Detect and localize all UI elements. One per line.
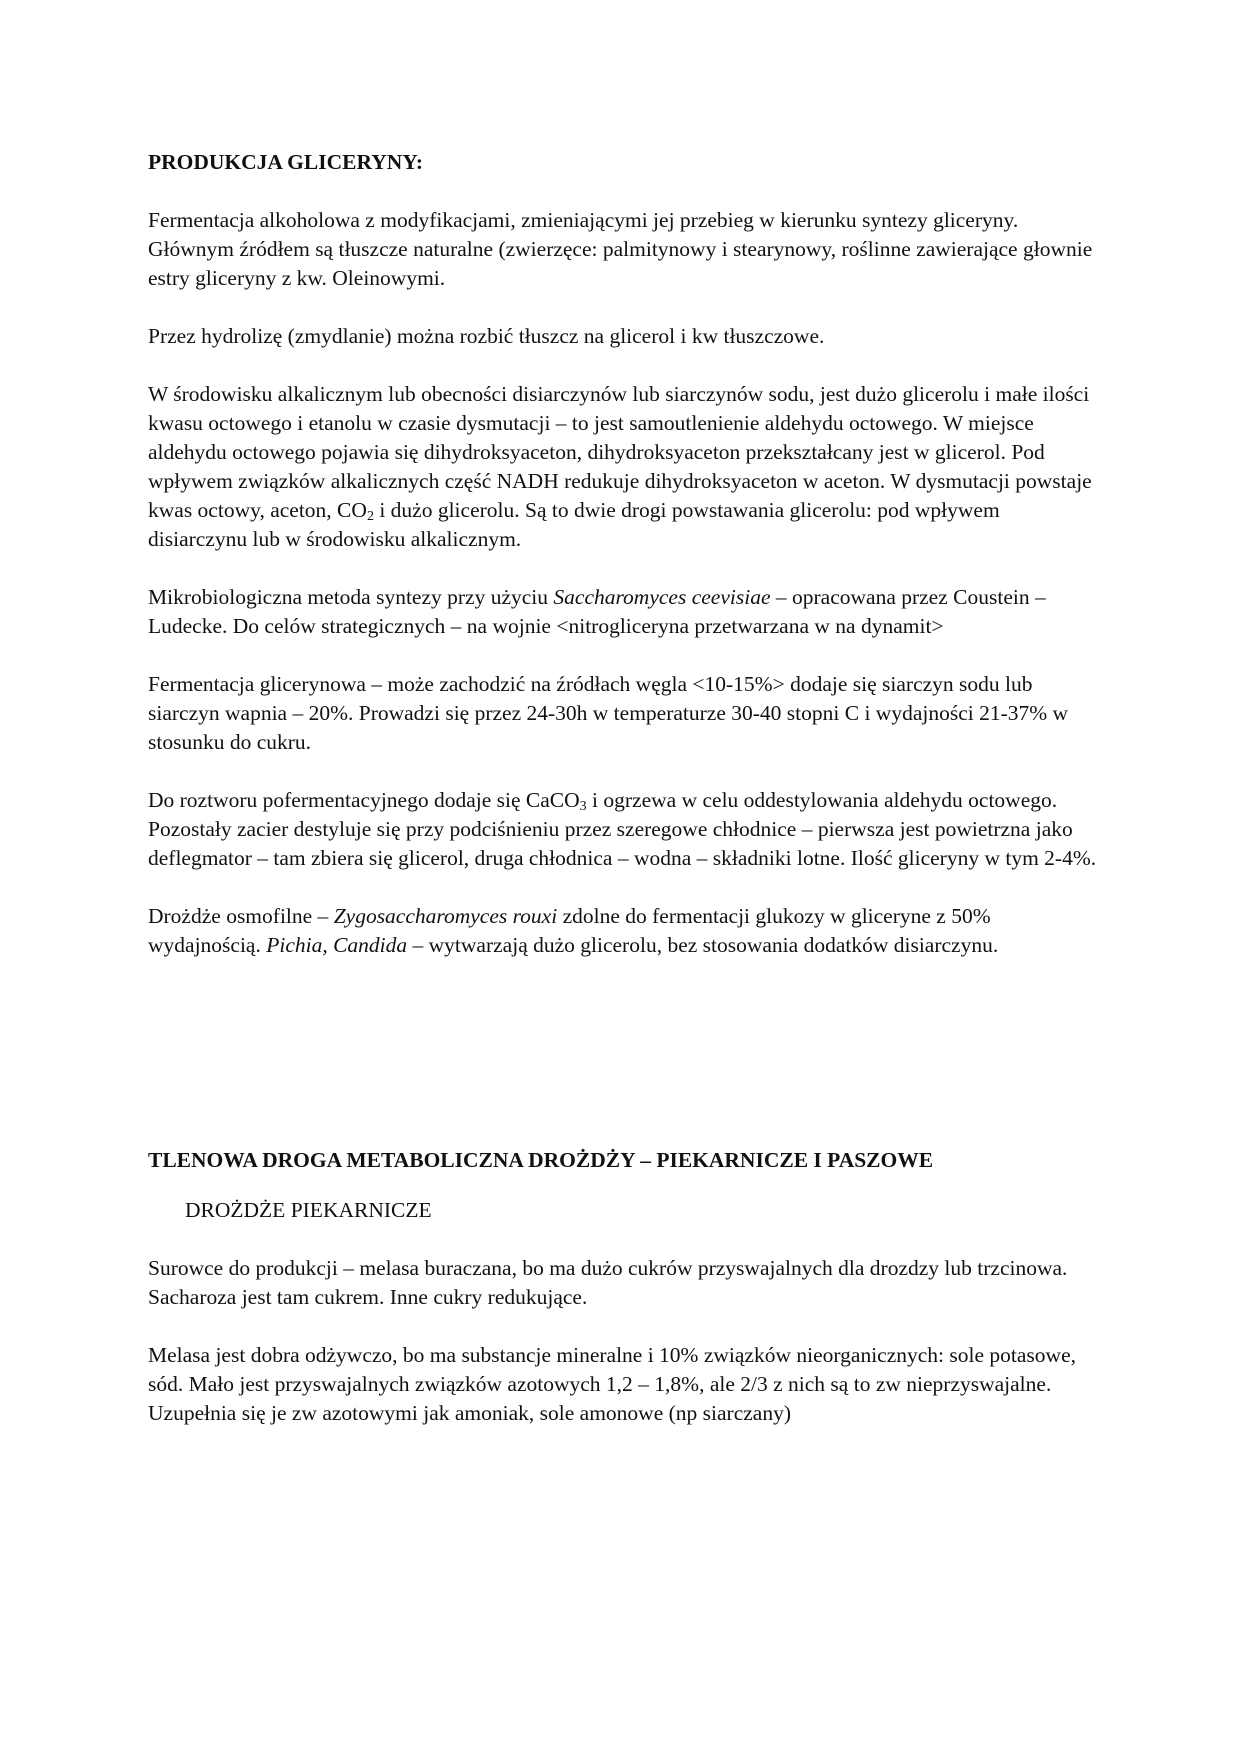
paragraph-surowce: Surowce do produkcji – melasa buraczana, bo ma dużo cukrów przyswajalnych dla drozdzy lub trzcinowa. Sacharoza jest tam cukrem. Inne cukry redukujące. xyxy=(148,1256,1068,1309)
document-page xyxy=(148,148,1098,1428)
text-run: i dużo glicerolu. Są to dwie drogi powstawania glicerolu: pod wpływem disiarczynu lub w środowisku alkalicznym. xyxy=(148,498,1000,551)
paragraph-fermentacja-glicerynowa: Fermentacja glicerynowa – może zachodzić na źródłach węgla <10-15%> dodaje się siarczyn sodu lub siarczyn wapnia – 20%. Prowadzi się przez 24-30h w temperaturze 30-40 stopni C i wydajności 21-37% w stosunku do cukru. xyxy=(148,672,1069,754)
paragraph-srodowisko-alkaliczne xyxy=(148,380,1098,554)
section-heading-tlenowa-droga: TLENOWA DROGA METABOLICZNA DROŻDŻY – PIEKARNICZE I PASZOWE xyxy=(148,1148,934,1172)
text-run: W środowisku alkalicznym lub obecności disiarczynów lub siarczynów sodu, jest dużo glicerolu i małe ilości kwasu octowego i etanolu w czasie dysmutacji – to jest samoutlenienie aldehydu octowego. W miejsce aldehydu octowego pojawia się dihydroksyaceton, dihydroksyaceton przekształcany jest w glicerol. Pod wpływem związków alkalicznych część NADH redukuje dihydroksyaceton w aceton. W dysmutacji powstaje kwas octowy, aceton, CO xyxy=(148,382,1092,522)
subscript: 2 xyxy=(366,509,374,524)
text-run: Mikrobiologiczna metoda syntezy przy użyciu xyxy=(148,585,554,609)
text-run: Do roztworu pofermentacyjnego dodaje się CaCO xyxy=(148,788,580,812)
text-run: – wytwarzają dużo glicerolu, bez stosowania dodatków disiarczynu. xyxy=(407,933,999,957)
text-run: i ogrzewa w celu oddestylowania aldehydu octowego. Pozostały zacier destyluje się przy podciśnieniu przez szeregowe chłodnice – pierwsza jest powietrzna jako deflegmator – tam zbiera się glicerol, druga chłodnica – wodna – składniki lotne. Ilość gliceryny w tym 2-4%. xyxy=(148,788,1097,870)
subscript: 3 xyxy=(579,799,587,814)
subheading-drozdze-piekarnicze: DROŻDŻE PIEKARNICZE xyxy=(185,1198,432,1222)
paragraph-melasa: Melasa jest dobra odżywczo, bo ma substancje mineralne i 10% związków nieorganicznych: sole potasowe, sód. Mało jest przyswajalnych związków azotowych 1,2 – 1,8%, ale 2/3 z nich są to zw nieprzyswajalne. Uzupełnia się je zw azotowymi jak amoniak, sole amonowe (np siarczany) xyxy=(148,1343,1076,1425)
italic-species-name: Saccharomyces ceevisiae xyxy=(553,585,771,609)
paragraph-metoda-mikrobiologiczna xyxy=(148,583,1098,641)
paragraph-hydroliza: Przez hydrolizę (zmydlanie) można rozbić tłuszcz na glicerol i kw tłuszczowe. xyxy=(148,324,825,348)
text-run: zdolne do fermentacji glukozy w gliceryne z 50% wydajnością. xyxy=(148,904,991,957)
text-run: – opracowana przez Coustein – Ludecke. Do celów strategicznych – na wojnie <nitrogliceryna przetwarzana w na dynamit> xyxy=(148,585,1046,638)
italic-species-name: Pichia, Candida xyxy=(266,933,408,957)
paragraph-drozdze-osmofilne xyxy=(148,902,1098,960)
text-run: Drożdże osmofilne – xyxy=(148,904,334,928)
section-heading-glicerol: PRODUKCJA GLICERYNY: xyxy=(148,150,423,174)
italic-species-name: Zygosaccharomyces rouxi xyxy=(333,904,558,928)
paragraph-fermentacja-alkoholowa: Fermentacja alkoholowa z modyfikacjami, zmieniającymi jej przebieg w kierunku syntezy gliceryny. Głównym źródłem są tłuszcze naturalne (zwierzęce: palmitynowy i stearynowy, roślinne zawierające głownie estry gliceryny z kw. Oleinowymi. xyxy=(148,208,1093,290)
paragraph-roztwor-pofermentacyjny xyxy=(148,786,1098,873)
